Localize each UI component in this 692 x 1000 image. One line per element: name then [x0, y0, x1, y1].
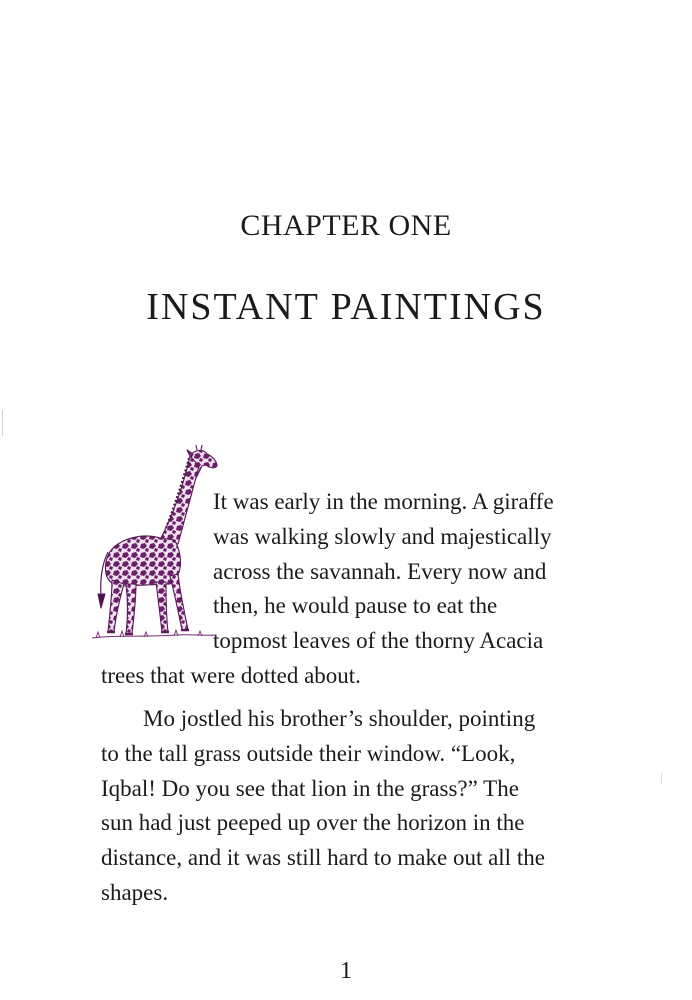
- text-line: It was early in the morning. A giraffe: [213, 489, 554, 514]
- text-line: across the savannah. Every now and: [213, 558, 547, 584]
- giraffe-drop-cap-illustration: [86, 444, 226, 644]
- paragraph-2: [101, 702, 545, 911]
- text-line: then, he would pause to eat the: [213, 593, 498, 619]
- text-line: trees that were dotted about.: [101, 663, 361, 688]
- paragraph-1-indented: [213, 485, 554, 659]
- chapter-label: CHAPTER ONE: [240, 209, 452, 242]
- paragraph-1-continuation: [101, 659, 361, 694]
- text-line: sun had just peeped up over the horizon in the: [101, 810, 525, 836]
- scan-artifact: [661, 773, 662, 783]
- text-line: topmost leaves of the thorny Acacia: [213, 628, 544, 654]
- text-line: Iqbal! Do you see that lion in the grass?” The: [101, 775, 519, 801]
- text-line: Mo jostled his brother’s shoulder, pointing: [143, 706, 536, 731]
- page-number: 1: [340, 958, 352, 984]
- text-line: was walking slowly and majestically: [213, 523, 552, 549]
- text-line: shapes.: [101, 879, 169, 905]
- text-line: to the tall grass outside their window. “Look,: [101, 740, 516, 766]
- chapter-title: INSTANT PAINTINGS: [146, 286, 546, 328]
- text-line: distance, and it was still hard to make out all the: [101, 845, 545, 871]
- scan-artifact: [2, 410, 3, 436]
